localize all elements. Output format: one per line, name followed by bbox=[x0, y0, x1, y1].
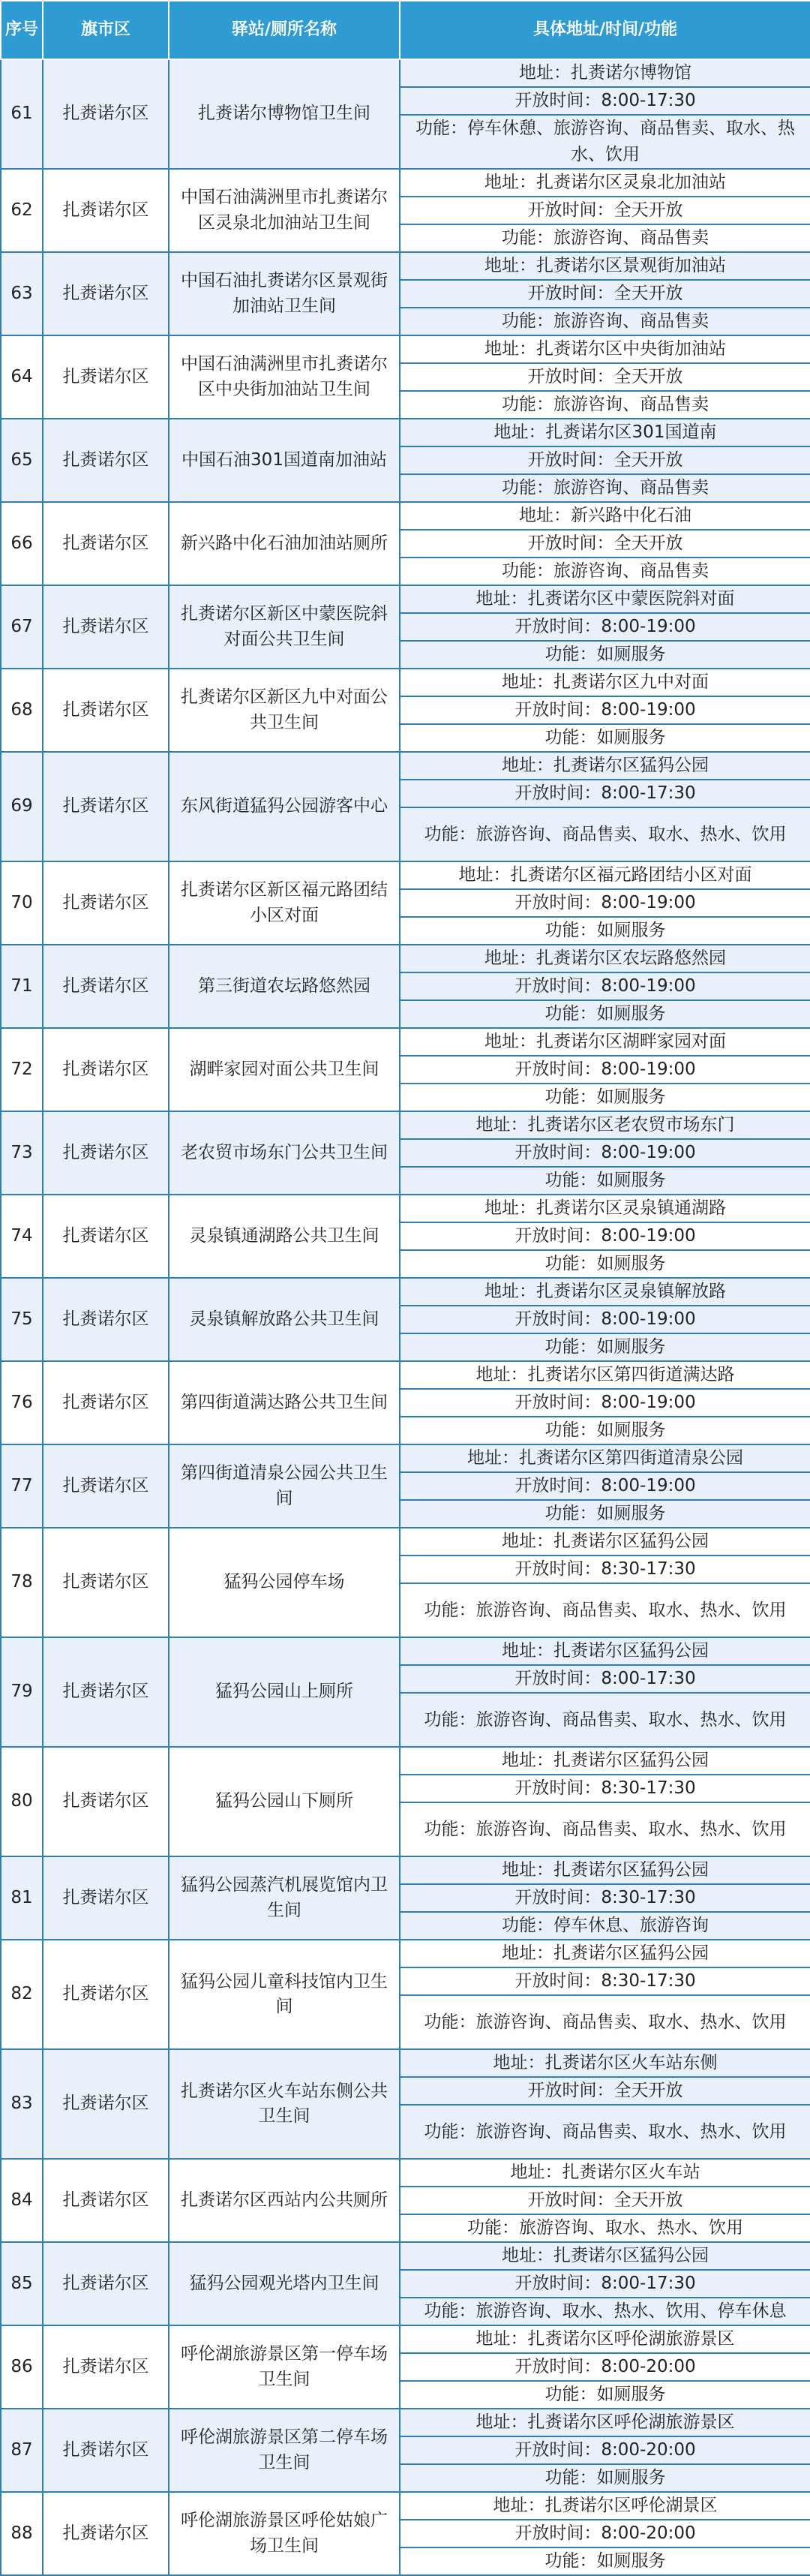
district-cell: 扎赉诺尔区 bbox=[43, 502, 169, 585]
row-number: 66 bbox=[1, 502, 43, 585]
station-name: 呼伦湖旅游景区第一停车场卫生间 bbox=[181, 2344, 388, 2389]
header-name: 驿站/厕所名称 bbox=[169, 1, 400, 59]
table-row bbox=[1, 2242, 810, 2270]
function-line: 功能：如厕服务 bbox=[400, 1250, 810, 1278]
district-cell: 扎赉诺尔区 bbox=[43, 1637, 169, 1747]
station-name: 东风街道猛犸公园游客中心 bbox=[181, 796, 388, 816]
function-line: 功能：如厕服务 bbox=[400, 2464, 810, 2492]
hours-line: 开放时间：8:00-17:30 bbox=[400, 1665, 810, 1693]
table-row bbox=[1, 752, 810, 780]
table-row bbox=[1, 59, 810, 87]
function-line: 功能：旅游咨询、商品售卖 bbox=[400, 308, 810, 335]
station-name-cell bbox=[169, 1195, 400, 1278]
district-cell: 扎赉诺尔区 bbox=[43, 2492, 169, 2575]
district-cell: 扎赉诺尔区 bbox=[43, 2409, 169, 2492]
station-name: 扎赉诺尔区新区福元路团结小区对面 bbox=[181, 880, 388, 925]
function-line: 功能：如厕服务 bbox=[400, 1417, 810, 1444]
hours-line: 开放时间：全天开放 bbox=[400, 2077, 810, 2105]
address-line: 地址：扎赉诺尔区猛犸公园 bbox=[400, 2242, 810, 2270]
address-line: 地址：扎赉诺尔区九中对面 bbox=[400, 669, 810, 696]
table-row bbox=[1, 419, 810, 446]
district-cell: 扎赉诺尔区 bbox=[43, 419, 169, 502]
address-line: 地址：扎赉诺尔区农坛路悠然园 bbox=[400, 945, 810, 972]
row-number: 88 bbox=[1, 2492, 43, 2575]
station-name: 第四街道满达路公共卫生间 bbox=[181, 1392, 388, 1412]
table-row bbox=[1, 1111, 810, 1139]
station-name-cell bbox=[169, 2159, 400, 2242]
row-number: 62 bbox=[1, 169, 43, 252]
function-line: 功能：旅游咨询、商品售卖、取水、热水、饮用 bbox=[400, 1995, 810, 2049]
district-cell: 扎赉诺尔区 bbox=[43, 2159, 169, 2242]
address-line: 地址：扎赉诺尔区呼伦湖旅游景区 bbox=[400, 2409, 810, 2436]
address-line: 地址：扎赉诺尔区猛犸公园 bbox=[400, 1747, 810, 1775]
district-cell: 扎赉诺尔区 bbox=[43, 2242, 169, 2325]
table-row bbox=[1, 2325, 810, 2353]
table-row bbox=[1, 169, 810, 197]
station-name: 第三街道农坛路悠然园 bbox=[198, 975, 370, 996]
address-line: 地址：扎赉诺尔区火车站 bbox=[400, 2159, 810, 2187]
function-line: 功能：如厕服务 bbox=[400, 1000, 810, 1028]
table-row bbox=[1, 2492, 810, 2520]
row-number: 75 bbox=[1, 1278, 43, 1361]
table-row bbox=[1, 1528, 810, 1556]
row-number: 72 bbox=[1, 1028, 43, 1111]
row-number: 64 bbox=[1, 335, 43, 419]
function-line: 功能：如厕服务 bbox=[400, 1084, 810, 1111]
station-name: 呼伦湖旅游景区呼伦姑娘广场卫生间 bbox=[181, 2511, 388, 2556]
function-line: 功能：停车休息、旅游咨询 bbox=[400, 1912, 810, 1940]
function-line: 功能：停车休憩、旅游咨询、商品售卖、取水、热水、饮用 bbox=[400, 115, 810, 169]
hours-line: 开放时间：8:00-19:00 bbox=[400, 696, 810, 724]
station-name-cell bbox=[169, 1637, 400, 1747]
station-name: 扎赉诺尔区新区中蒙医院斜对面公共卫生间 bbox=[181, 604, 388, 649]
hours-line: 开放时间：8:00-20:00 bbox=[400, 2520, 810, 2547]
table-row bbox=[1, 1195, 810, 1222]
hours-line: 开放时间：8:00-19:00 bbox=[400, 1306, 810, 1333]
function-line: 功能：旅游咨询、商品售卖 bbox=[400, 558, 810, 585]
table-header-row bbox=[1, 1, 810, 59]
hours-line: 开放时间：8:00-17:30 bbox=[400, 87, 810, 115]
station-name-cell bbox=[169, 1278, 400, 1361]
district-cell: 扎赉诺尔区 bbox=[43, 1195, 169, 1278]
station-name: 扎赉诺尔区新区九中对面公共卫生间 bbox=[181, 687, 388, 732]
station-name: 扎赉诺尔区火车站东侧公共卫生间 bbox=[181, 2081, 388, 2126]
table-row bbox=[1, 861, 810, 889]
station-name: 中国石油满洲里市扎赉诺尔区中央街加油站卫生间 bbox=[181, 354, 388, 399]
address-line: 地址：扎赉诺尔区灵泉镇通湖路 bbox=[400, 1195, 810, 1222]
table-row bbox=[1, 252, 810, 280]
table-row bbox=[1, 1444, 810, 1472]
row-number: 84 bbox=[1, 2159, 43, 2242]
hours-line: 开放时间：8:00-17:30 bbox=[400, 780, 810, 807]
row-number: 83 bbox=[1, 2049, 43, 2159]
address-line: 地址：扎赉诺尔区呼伦湖旅游景区 bbox=[400, 2325, 810, 2353]
row-number: 71 bbox=[1, 945, 43, 1028]
address-line: 地址：扎赉诺尔区灵泉镇解放路 bbox=[400, 1278, 810, 1306]
station-name: 猛犸公园山下厕所 bbox=[215, 1791, 353, 1811]
station-name: 扎赉诺尔区西站内公共厕所 bbox=[181, 2190, 388, 2210]
station-name: 中国石油满洲里市扎赉诺尔区灵泉北加油站卫生间 bbox=[181, 188, 388, 233]
function-line: 功能：如厕服务 bbox=[400, 917, 810, 945]
station-name-cell bbox=[169, 252, 400, 335]
header-info: 具体地址/时间/功能 bbox=[400, 1, 810, 59]
station-name-cell bbox=[169, 1940, 400, 2049]
header-district: 旗市区 bbox=[43, 1, 169, 59]
address-line: 地址：扎赉诺尔区第四街道满达路 bbox=[400, 1361, 810, 1389]
station-name: 老农贸市场东门公共卫生间 bbox=[181, 1142, 388, 1162]
station-name-cell bbox=[169, 1361, 400, 1444]
row-number: 70 bbox=[1, 861, 43, 945]
station-name: 扎赉诺尔博物馆卫生间 bbox=[198, 104, 370, 124]
station-name-cell bbox=[169, 59, 400, 169]
function-line: 功能：旅游咨询、商品售卖 bbox=[400, 224, 810, 252]
address-line: 地址：扎赉诺尔区猛犸公园 bbox=[400, 1940, 810, 1967]
station-name-cell bbox=[169, 2409, 400, 2492]
station-name-cell bbox=[169, 1028, 400, 1111]
district-cell: 扎赉诺尔区 bbox=[43, 2325, 169, 2409]
row-number: 82 bbox=[1, 1940, 43, 2049]
row-number: 65 bbox=[1, 419, 43, 502]
table-row bbox=[1, 1278, 810, 1306]
district-cell: 扎赉诺尔区 bbox=[43, 1940, 169, 2049]
row-number: 77 bbox=[1, 1444, 43, 1528]
station-name-cell bbox=[169, 1528, 400, 1637]
address-line: 地址：扎赉诺尔区湖畔家园对面 bbox=[400, 1028, 810, 1056]
station-name: 猛犸公园观光塔内卫生间 bbox=[189, 2273, 380, 2293]
address-line: 地址：新兴路中化石油 bbox=[400, 502, 810, 530]
district-cell: 扎赉诺尔区 bbox=[43, 1111, 169, 1195]
hours-line: 开放时间：全天开放 bbox=[400, 2187, 810, 2214]
hours-line: 开放时间：8:30-17:30 bbox=[400, 1775, 810, 1802]
station-name-cell bbox=[169, 752, 400, 861]
address-line: 地址：扎赉诺尔区猛犸公园 bbox=[400, 1856, 810, 1884]
table-row bbox=[1, 669, 810, 696]
table-row bbox=[1, 1747, 810, 1775]
station-name: 中国石油301国道南加油站 bbox=[182, 449, 387, 470]
hours-line: 开放时间：8:30-17:30 bbox=[400, 1967, 810, 1995]
station-name: 第四街道清泉公园公共卫生间 bbox=[181, 1463, 388, 1508]
table-body bbox=[1, 59, 810, 2575]
table-row bbox=[1, 1028, 810, 1056]
function-line: 功能：如厕服务 bbox=[400, 1500, 810, 1528]
function-line: 功能：旅游咨询、商品售卖、取水、热水、饮用 bbox=[400, 1693, 810, 1747]
function-line: 功能：如厕服务 bbox=[400, 641, 810, 669]
hours-line: 开放时间：全天开放 bbox=[400, 363, 810, 391]
row-number: 80 bbox=[1, 1747, 43, 1856]
station-name-cell bbox=[169, 2325, 400, 2409]
table-row bbox=[1, 2159, 810, 2187]
station-name-cell bbox=[169, 1111, 400, 1195]
hours-line: 开放时间：8:00-19:00 bbox=[400, 1389, 810, 1417]
station-name-cell bbox=[169, 1856, 400, 1940]
district-cell: 扎赉诺尔区 bbox=[43, 752, 169, 861]
station-name: 猛犸公园停车场 bbox=[224, 1572, 345, 1592]
row-number: 86 bbox=[1, 2325, 43, 2409]
district-cell: 扎赉诺尔区 bbox=[43, 861, 169, 945]
district-cell: 扎赉诺尔区 bbox=[43, 1444, 169, 1528]
station-name: 猛犸公园山上厕所 bbox=[215, 1682, 353, 1702]
station-name-cell bbox=[169, 169, 400, 252]
station-name-cell bbox=[169, 585, 400, 669]
district-cell: 扎赉诺尔区 bbox=[43, 2049, 169, 2159]
station-name: 新兴路中化石油加油站厕所 bbox=[181, 533, 388, 553]
district-cell: 扎赉诺尔区 bbox=[43, 1528, 169, 1637]
row-number: 69 bbox=[1, 752, 43, 861]
table-row bbox=[1, 2409, 810, 2436]
station-name-cell bbox=[169, 335, 400, 419]
function-line: 功能：旅游咨询、商品售卖、取水、热水、饮用 bbox=[400, 1802, 810, 1856]
table-row bbox=[1, 1856, 810, 1884]
district-cell: 扎赉诺尔区 bbox=[43, 252, 169, 335]
hours-line: 开放时间：8:00-19:00 bbox=[400, 972, 810, 1000]
station-name-cell bbox=[169, 2049, 400, 2159]
function-line: 功能：旅游咨询、商品售卖 bbox=[400, 391, 810, 419]
district-cell: 扎赉诺尔区 bbox=[43, 1028, 169, 1111]
address-line: 地址：扎赉诺尔区福元路团结小区对面 bbox=[400, 861, 810, 889]
address-line: 地址：扎赉诺尔区中蒙医院斜对面 bbox=[400, 585, 810, 613]
row-number: 85 bbox=[1, 2242, 43, 2325]
function-line: 功能：旅游咨询、商品售卖、取水、热水、饮用 bbox=[400, 2105, 810, 2159]
address-line: 地址：扎赉诺尔区老农贸市场东门 bbox=[400, 1111, 810, 1139]
row-number: 78 bbox=[1, 1528, 43, 1637]
district-cell: 扎赉诺尔区 bbox=[43, 1361, 169, 1444]
address-line: 地址：扎赉诺尔区第四街道清泉公园 bbox=[400, 1444, 810, 1472]
address-line: 地址：扎赉诺尔区灵泉北加油站 bbox=[400, 169, 810, 197]
address-line: 地址：扎赉诺尔博物馆 bbox=[400, 59, 810, 87]
station-name-cell bbox=[169, 2492, 400, 2575]
table-row bbox=[1, 945, 810, 972]
address-line: 地址：扎赉诺尔区301国道南 bbox=[400, 419, 810, 446]
address-line: 地址：扎赉诺尔区猛犸公园 bbox=[400, 1637, 810, 1665]
function-line: 功能：如厕服务 bbox=[400, 2547, 810, 2575]
row-number: 63 bbox=[1, 252, 43, 335]
hours-line: 开放时间：8:30-17:30 bbox=[400, 1556, 810, 1583]
station-name: 中国石油扎赉诺尔区景观街加油站卫生间 bbox=[181, 271, 388, 316]
station-name: 湖畔家园对面公共卫生间 bbox=[189, 1059, 380, 1079]
station-name-cell bbox=[169, 2242, 400, 2325]
district-cell: 扎赉诺尔区 bbox=[43, 169, 169, 252]
hours-line: 开放时间：8:00-19:00 bbox=[400, 1472, 810, 1500]
table-row bbox=[1, 1361, 810, 1389]
hours-line: 开放时间：8:00-19:00 bbox=[400, 1222, 810, 1250]
hours-line: 开放时间：8:00-19:00 bbox=[400, 613, 810, 641]
row-number: 81 bbox=[1, 1856, 43, 1940]
row-number: 79 bbox=[1, 1637, 43, 1747]
row-number: 61 bbox=[1, 59, 43, 169]
station-name-cell bbox=[169, 945, 400, 1028]
station-name-cell bbox=[169, 861, 400, 945]
district-cell: 扎赉诺尔区 bbox=[43, 1856, 169, 1940]
station-name-cell bbox=[169, 669, 400, 752]
hours-line: 开放时间：8:00-20:00 bbox=[400, 2436, 810, 2464]
table-row bbox=[1, 502, 810, 530]
station-name: 呼伦湖旅游景区第二停车场卫生间 bbox=[181, 2427, 388, 2472]
row-number: 74 bbox=[1, 1195, 43, 1278]
district-cell: 扎赉诺尔区 bbox=[43, 945, 169, 1028]
table-row bbox=[1, 1940, 810, 1967]
table-row bbox=[1, 335, 810, 363]
row-number: 87 bbox=[1, 2409, 43, 2492]
table-row bbox=[1, 585, 810, 613]
header-no: 序号 bbox=[1, 1, 43, 59]
hours-line: 开放时间：8:00-19:00 bbox=[400, 889, 810, 917]
station-name: 猛犸公园儿童科技馆内卫生间 bbox=[181, 1971, 388, 2016]
function-line: 功能：旅游咨询、商品售卖 bbox=[400, 474, 810, 502]
row-number: 68 bbox=[1, 669, 43, 752]
address-line: 地址：扎赉诺尔区火车站东侧 bbox=[400, 2049, 810, 2077]
hours-line: 开放时间：全天开放 bbox=[400, 197, 810, 224]
district-cell: 扎赉诺尔区 bbox=[43, 585, 169, 669]
function-line: 功能：旅游咨询、取水、热水、饮用 bbox=[400, 2214, 810, 2242]
district-cell: 扎赉诺尔区 bbox=[43, 59, 169, 169]
row-number: 76 bbox=[1, 1361, 43, 1444]
row-number: 67 bbox=[1, 585, 43, 669]
hours-line: 开放时间：8:00-20:00 bbox=[400, 2353, 810, 2381]
address-line: 地址：扎赉诺尔区猛犸公园 bbox=[400, 752, 810, 780]
address-line: 地址：扎赉诺尔区中央街加油站 bbox=[400, 335, 810, 363]
station-name: 猛犸公园蒸汽机展览馆内卫生间 bbox=[181, 1875, 388, 1920]
table-row bbox=[1, 2049, 810, 2077]
hours-line: 开放时间：8:30-17:30 bbox=[400, 1884, 810, 1912]
hours-line: 开放时间：全天开放 bbox=[400, 446, 810, 474]
district-cell: 扎赉诺尔区 bbox=[43, 1278, 169, 1361]
hours-line: 开放时间：8:00-19:00 bbox=[400, 1139, 810, 1167]
function-line: 功能：如厕服务 bbox=[400, 1167, 810, 1195]
station-name-cell bbox=[169, 1747, 400, 1856]
function-line: 功能：如厕服务 bbox=[400, 724, 810, 752]
station-name: 灵泉镇通湖路公共卫生间 bbox=[189, 1225, 380, 1246]
row-number: 73 bbox=[1, 1111, 43, 1195]
station-name-cell bbox=[169, 419, 400, 502]
function-line: 功能：旅游咨询、商品售卖、取水、热水、饮用 bbox=[400, 1583, 810, 1637]
function-line: 功能：如厕服务 bbox=[400, 1333, 810, 1361]
station-name-cell bbox=[169, 502, 400, 585]
district-cell: 扎赉诺尔区 bbox=[43, 335, 169, 419]
district-cell: 扎赉诺尔区 bbox=[43, 1747, 169, 1856]
function-line: 功能：如厕服务 bbox=[400, 2381, 810, 2409]
hours-line: 开放时间：8:00-17:30 bbox=[400, 2270, 810, 2298]
address-line: 地址：扎赉诺尔区猛犸公园 bbox=[400, 1528, 810, 1556]
hours-line: 开放时间：全天开放 bbox=[400, 280, 810, 308]
function-line: 功能：旅游咨询、商品售卖、取水、热水、饮用 bbox=[400, 807, 810, 861]
address-line: 地址：扎赉诺尔区景观街加油站 bbox=[400, 252, 810, 280]
hours-line: 开放时间：全天开放 bbox=[400, 530, 810, 558]
table-row bbox=[1, 1637, 810, 1665]
hours-line: 开放时间：8:00-19:00 bbox=[400, 1056, 810, 1084]
station-name-cell bbox=[169, 1444, 400, 1528]
district-cell: 扎赉诺尔区 bbox=[43, 669, 169, 752]
station-name: 灵泉镇解放路公共卫生间 bbox=[189, 1309, 380, 1329]
address-line: 地址：扎赉诺尔区呼伦湖景区 bbox=[400, 2492, 810, 2520]
function-line: 功能：旅游咨询、取水、热水、饮用、停车休息 bbox=[400, 2298, 810, 2325]
